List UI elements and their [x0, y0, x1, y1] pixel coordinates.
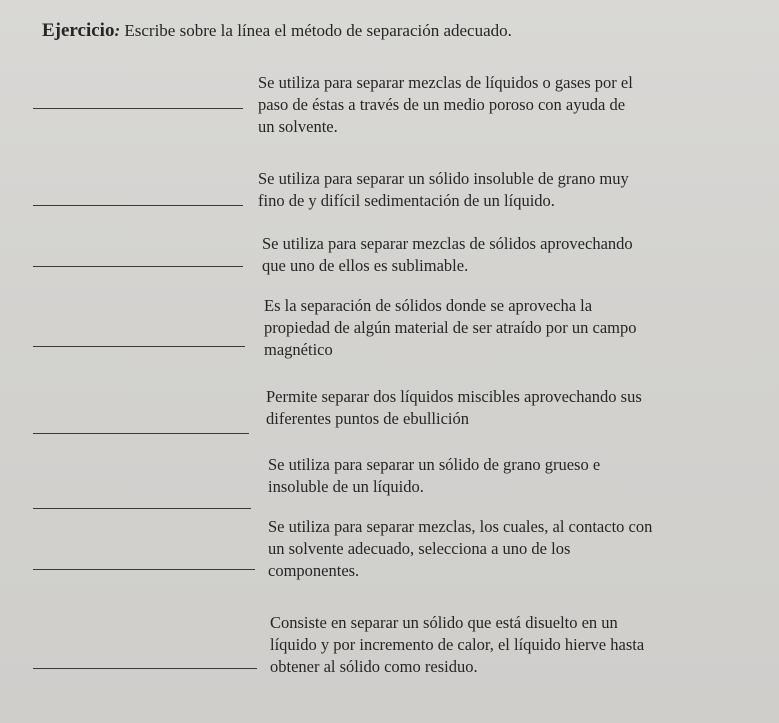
- description-8: [270, 612, 740, 678]
- answer-line-6[interactable]: [33, 508, 251, 509]
- description-line: magnético: [264, 340, 333, 359]
- description-line: Es la separación de sólidos donde se aprovecha la: [264, 296, 593, 315]
- description-line: Se utiliza para separar mezclas, los cuales, al contacto con: [268, 517, 653, 536]
- description-line: líquido y por incremento de calor, el líquido hierve hasta: [270, 635, 645, 654]
- description-line: un solvente adecuado, selecciona a uno de los: [268, 539, 571, 558]
- description-line: propiedad de algún material de ser atraído por un campo: [264, 318, 637, 337]
- answer-line-4[interactable]: [33, 346, 245, 347]
- description-5: [266, 386, 736, 430]
- description-line: diferentes puntos de ebullición: [266, 409, 469, 428]
- exercise-title: [42, 20, 742, 42]
- description-line: Se utiliza para separar un sólido insoluble de grano muy: [258, 169, 629, 188]
- description-line: que uno de ellos es sublimable.: [262, 256, 469, 275]
- description-1: [258, 72, 728, 138]
- description-line: Se utiliza para separar mezclas de líquidos o gases por el: [258, 73, 633, 92]
- description-6: [268, 454, 738, 498]
- answer-line-2[interactable]: [33, 205, 243, 206]
- title-instruction: Escribe sobre la línea el método de separación adecuado.: [124, 21, 512, 40]
- description-line: un solvente.: [258, 117, 338, 136]
- description-line: fino de y difícil sedimentación de un líquido.: [258, 191, 555, 210]
- answer-line-7[interactable]: [33, 569, 255, 570]
- title-colon: :: [114, 21, 121, 40]
- description-line: Se utiliza para separar un sólido de grano grueso e: [268, 455, 601, 474]
- description-line: Consiste en separar un sólido que está disuelto en un: [270, 613, 618, 632]
- description-7: [268, 516, 738, 582]
- answer-line-1[interactable]: [33, 108, 243, 109]
- description-line: obtener al sólido como residuo.: [270, 657, 478, 676]
- description-line: Permite separar dos líquidos miscibles aprovechando sus: [266, 387, 642, 406]
- description-4: [264, 295, 734, 361]
- title-label: Ejercicio: [42, 20, 115, 41]
- description-line: insoluble de un líquido.: [268, 477, 424, 496]
- description-line: componentes.: [268, 561, 360, 580]
- answer-line-5[interactable]: [33, 433, 249, 434]
- answer-line-8[interactable]: [33, 668, 257, 669]
- description-3: [262, 233, 732, 277]
- description-line: paso de éstas a través de un medio poroso con ayuda de: [258, 95, 626, 114]
- answer-line-3[interactable]: [33, 266, 243, 267]
- description-2: [258, 168, 728, 212]
- description-line: Se utiliza para separar mezclas de sólidos aprovechando: [262, 234, 633, 253]
